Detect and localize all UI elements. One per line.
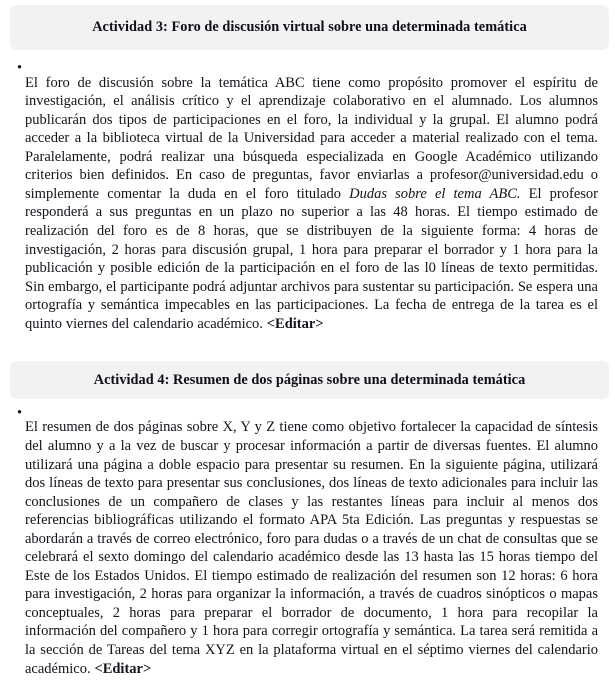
activity-3-text-part-1: El foro de discusión sobre la temática ABC tiene como propósito promover el espíritu de investigación, el análisis crítico y el aprendizaje colaborativo en el alumnado. Los alumnos publicarán dos tipos de participaciones en el foro, la individual y la grupal. El alumno podrá acceder a la biblioteca virtual de la Universidad para acceder a material realizado con el tema. Paralelamente, podrá realizar una búsqueda especializada en Google Académico utilizando criterios bien definidos. En caso de preguntas, favor enviarlas a profesor@universidad.edu o simplemente comentar la duda en el foro titulado (25, 74, 598, 202)
activity-4-body (0, 404, 615, 693)
activity-section-3 (0, 5, 615, 348)
activity-4-edit-link[interactable]: <Editar> (94, 660, 152, 677)
activity-4-text-part-1: El resumen de dos páginas sobre X, Y y Z tiene como objetivo fortalecer la capacidad de síntesis del alumno y a la vez de buscar y procesar información a partir de diversas fuentes. El alumno utilizará una página a doble espacio para presentar su resumen. En la siguiente página, utilizará dos líneas de texto para presentar sus conclusiones, dos líneas de texto adicionales para incluir las conclusiones de un compañero de clases y las restantes líneas para incluir al menos dos referencias bibliográficas utilizando el formato APA 5ta Edición. Las preguntas y respuestas se abordarán a través de correo electrónico, foro para dudas o a través de un chat de consultas que se celebrará el sexto domingo del calendario académico desde las 13 hasta las 15 horas tiempo del Este de los Estados Unidos. El tiempo estimado de realización del resumen son 12 horas: 6 hora para investigación, 2 horas para organizar la información, a través de cuadros sinópticos o mapas conceptuales, 2 horas para preparar el borrador de documento, 1 hora para recopilar la información del compañero y 1 hora para corregir ortografía y semántica. La tarea será remitida a la sección de Tareas del tema XYZ en la plataforma virtual en el séptimo viernes del calendario académico. (25, 419, 598, 677)
document-page (0, 5, 615, 677)
activity-3-paragraph (25, 74, 598, 334)
bullet-icon: • (17, 404, 23, 421)
activity-3-text-part-2: El profesor responderá a sus preguntas en un plazo no superior a las 48 horas. El tiempo estimado de realización del foro es de 8 horas, que se distribuyen de la siguiente forma: 4 horas de investigación, 2 horas para discusión grupal, 1 hora para preparar el borrador y 1 hora para la publicación y posible edición de la participación en el foro de las l0 líneas de texto permitidas. Sin embargo, el participante podrá adjuntar archivos para sustentar su participación. Se espera una ortografía y semántica impecables en las participaciones. La fecha de entrega de la tarea es el quinto viernes del calendario académico. (25, 185, 598, 332)
activity-4-paragraph (25, 418, 598, 678)
activity-section-4 (0, 361, 615, 693)
activity-3-body (0, 59, 615, 348)
bullet-icon: • (17, 60, 23, 77)
activity-3-forum-title: Dudas sobre el tema ABC. (349, 185, 521, 202)
activity-4-heading: Actividad 4: Resumen de dos páginas sobre una determinada temática (10, 361, 609, 399)
activity-3-edit-link[interactable]: <Editar> (266, 315, 324, 332)
section-spacer (0, 348, 615, 361)
activity-3-heading: Actividad 3: Foro de discusión virtual sobre una determinada temática (10, 5, 609, 50)
